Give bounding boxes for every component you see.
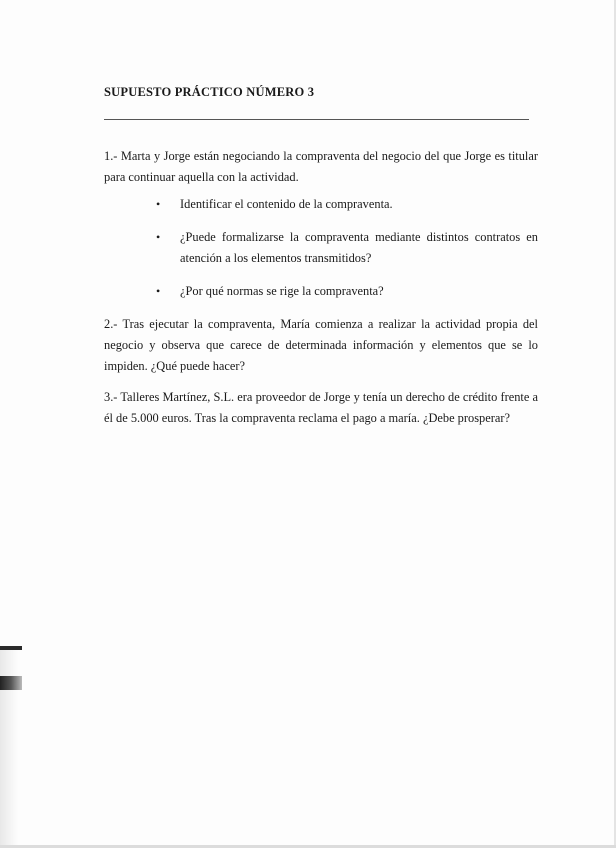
scan-mark-left-lower — [0, 676, 22, 690]
list-item — [156, 281, 538, 302]
bullet-icon: • — [156, 284, 161, 298]
document-body — [104, 146, 538, 429]
bullet-icon: • — [156, 230, 161, 244]
scan-mark-left — [0, 646, 22, 650]
document-title: SUPUESTO PRÁCTICO NÚMERO 3 — [104, 85, 315, 99]
bullet-icon: • — [156, 197, 161, 211]
question-3: 3.- Talleres Martínez, S.L. era proveedor de Jorge y tenía un derecho de crédito frente a él de 5.000 euros. Tras la compraventa reclama el pago a maría. ¿Debe prosperar? — [104, 390, 538, 425]
list-item — [156, 227, 538, 269]
question-1-subitems — [104, 194, 538, 302]
list-item — [156, 194, 538, 215]
list-item-text: Identificar el contenido de la compraventa. — [180, 197, 393, 211]
title-underline — [104, 119, 529, 120]
list-item-text: ¿Puede formalizarse la compraventa mediante distintos contratos en atención a los elementos transmitidos? — [180, 230, 538, 265]
list-item-text: ¿Por qué normas se rige la compraventa? — [180, 284, 384, 298]
question-2: 2.- Tras ejecutar la compraventa, María comienza a realizar la actividad propia del negocio y observa que carece de determinada información y elementos que se lo impiden. ¿Qué puede hacer? — [104, 317, 538, 373]
question-1: 1.- Marta y Jorge están negociando la compraventa del negocio del que Jorge es titular para continuar aquella con la actividad. — [104, 149, 538, 184]
